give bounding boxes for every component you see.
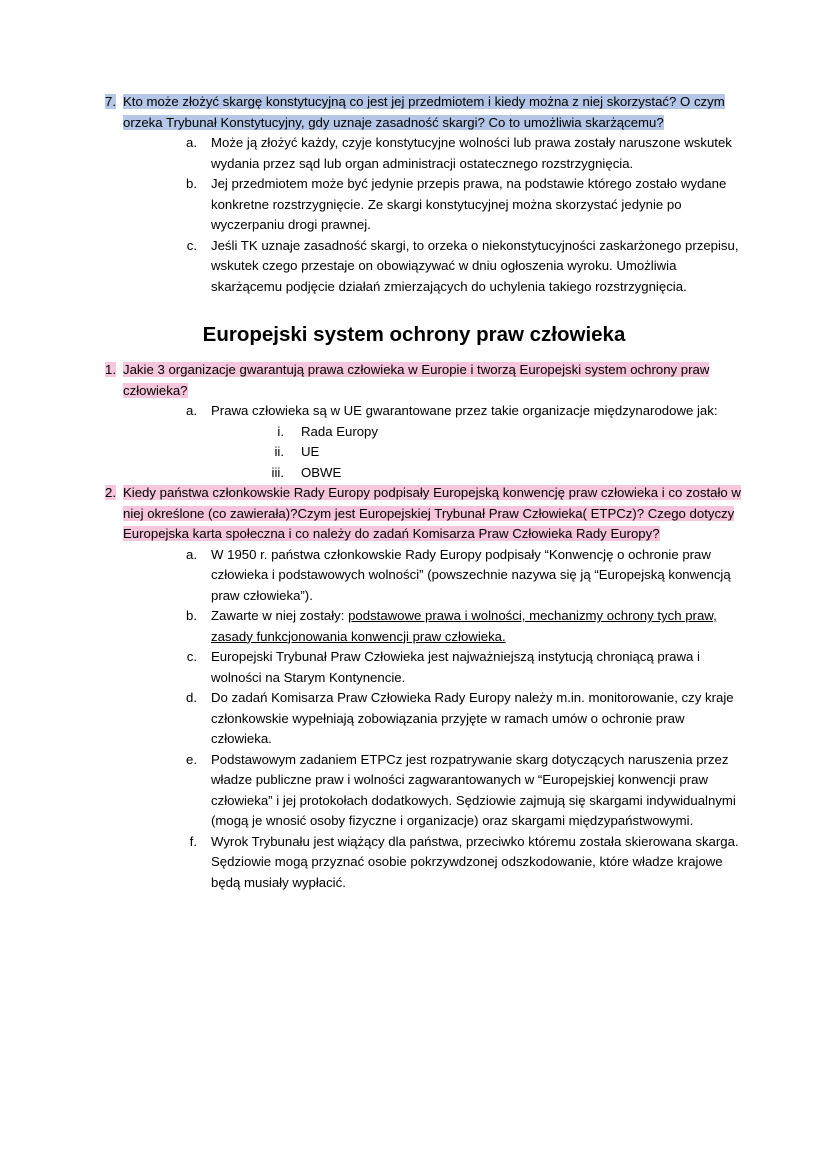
- sub-answer-item: [256, 422, 742, 443]
- answer-item: [175, 236, 742, 298]
- sub-answer-text: Rada Europy: [301, 423, 378, 439]
- answer-item: [175, 647, 742, 688]
- question-number: 2.: [105, 485, 116, 500]
- section-heading: Europejski system ochrony praw człowieka: [202, 323, 626, 346]
- answer-item: [175, 750, 742, 832]
- answer-text-prefix: Zawarte w niej zostały:: [211, 608, 349, 623]
- answer-marker: c.: [186, 649, 197, 664]
- sub-answer-marker: i.: [277, 423, 284, 439]
- answer-text: Podstawowym zadaniem ETPCz jest rozpatrywanie skarg dotyczących naruszenia przez władze publiczne praw i wolności zagwarantowanych w “Europejskiej konwencji praw człowieka” i jej protokołach dodatkowych. Sędziowie zajmują się skargami indywidualnymi (mogą je wnosić osoby fizyczne i organizacje) oraz skargami międzypaństwowymi.: [211, 751, 736, 828]
- question-item-1: [86, 360, 742, 483]
- answer-marker: c.: [186, 237, 197, 253]
- answer-text: Jeśli TK uznaje zasadność skargi, to orzeka o niekonstytucyjności zaskarżonego przepisu, wskutek czego przestaje on obowiązywać w dniu ogłoszenia wyroku. Umożliwia skarżącemu podjęcie działań zmierzających do uchylenia takiego rozstrzygnięcia.: [211, 237, 739, 294]
- question-item-2: [86, 483, 742, 893]
- answer-text-wrapper: [211, 606, 742, 647]
- answer-item: [175, 545, 742, 607]
- answer-item: [175, 401, 742, 483]
- sub-answer-marker: iii.: [271, 464, 284, 480]
- question-text: Jakie 3 organizacje gwarantują prawa człowieka w Europie i tworzą Europejski system ochrony praw człowieka?: [123, 362, 710, 398]
- question-list-top: [86, 92, 742, 297]
- sub-answer-text: OBWE: [301, 464, 342, 480]
- answer-text: Jej przedmiotem może być jedynie przepis prawa, na podstawie którego zostało wydane konkretne rozstrzygnięcie. Ze skargi konstytucyjnej można skorzystać jedynie po wyczerpaniu drogi prawnej.: [211, 176, 727, 232]
- question-list-main: [86, 360, 742, 893]
- answer-item: [175, 688, 742, 750]
- answer-item: [175, 606, 742, 647]
- answer-list-2: [123, 545, 742, 894]
- question-item-7: [86, 92, 742, 297]
- answer-marker: a.: [186, 546, 197, 562]
- question-text: Kto może złożyć skargę konstytucyjną co jest jej przedmiotem i kiedy można z niej skorzystać? O czym orzeka Trybunał Konstytucyjny, gdy uznaje zasadność skargi? Co to umożliwia skarżącemu?: [123, 94, 725, 130]
- sub-answer-marker: ii.: [274, 444, 284, 459]
- answer-marker: e.: [186, 751, 197, 767]
- question-text-wrapper: [123, 483, 742, 545]
- answer-marker: b.: [186, 608, 197, 623]
- sub-answer-text: UE: [301, 444, 320, 459]
- answer-list-7: [123, 133, 742, 297]
- answer-text: Do zadań Komisarza Praw Człowieka Rady Europy należy m.in. monitorowanie, czy kraje członkowskie wypełniają zobowiązania przyjęte w ramach umów o ochronie praw człowieka.: [211, 690, 734, 746]
- sub-answer-item: [256, 463, 742, 484]
- answer-text: Prawa człowieka są w UE gwarantowane przez takie organizacje międzynarodowe jak:: [211, 403, 718, 418]
- answer-text: W 1950 r. państwa członkowskie Rady Europy podpisały “Konwencję o ochronie praw człowieka i podstawowych wolności” (powszechnie nazywa się ją “Europejską konwencją praw człowieka”).: [211, 546, 731, 603]
- answer-list-1: [123, 401, 742, 483]
- answer-text-underlined: podstawowe prawa i wolności, mechanizmy ochrony tych praw, zasady funkcjonowania konwencji praw człowieka.: [211, 608, 717, 644]
- answer-item: [175, 832, 742, 894]
- answer-marker: b.: [186, 176, 197, 191]
- answer-text: Europejski Trybunał Praw Człowieka jest najważniejszą instytucją chroniącą prawa i wolności na Starym Kontynencie.: [211, 649, 700, 685]
- answer-marker: d.: [186, 690, 197, 705]
- question-text: Kiedy państwa członkowskie Rady Europy podpisały Europejską konwencję praw człowieka i co zostało w niej określone (co zawierała)?Czym jest Europejskiej Trybunał Praw Człowieka( ETPCz)? Czego dotyczy Europejska karta społeczna i co należy do zadań Komisarza Praw Człowieka Rady Europy?: [123, 485, 741, 541]
- answer-item: [175, 133, 742, 174]
- answer-marker: a.: [186, 135, 197, 150]
- question-text-wrapper: [123, 360, 742, 401]
- question-text-wrapper: [123, 92, 742, 133]
- sub-answer-item: [256, 442, 742, 463]
- answer-marker: a.: [186, 403, 197, 418]
- answer-item: [175, 174, 742, 236]
- answer-text: Może ją złożyć każdy, czyje konstytucyjne wolności lub prawa zostały naruszone wskutek wydania przez sąd lub organ administracji ostatecznego rozstrzygnięcia.: [211, 135, 732, 171]
- answer-marker: f.: [189, 833, 197, 849]
- answer-text: Wyrok Trybunału jest wiążący dla państwa, przeciwko któremu została skierowana skarga. Sędziowie mogą przyznać osobie pokrzywdzonej odszkodowanie, które władze krajowe będą musiały wypłacić.: [211, 833, 739, 890]
- sub-answer-list: [211, 422, 742, 484]
- question-number: 7.: [105, 94, 116, 109]
- question-number: 1.: [105, 362, 116, 377]
